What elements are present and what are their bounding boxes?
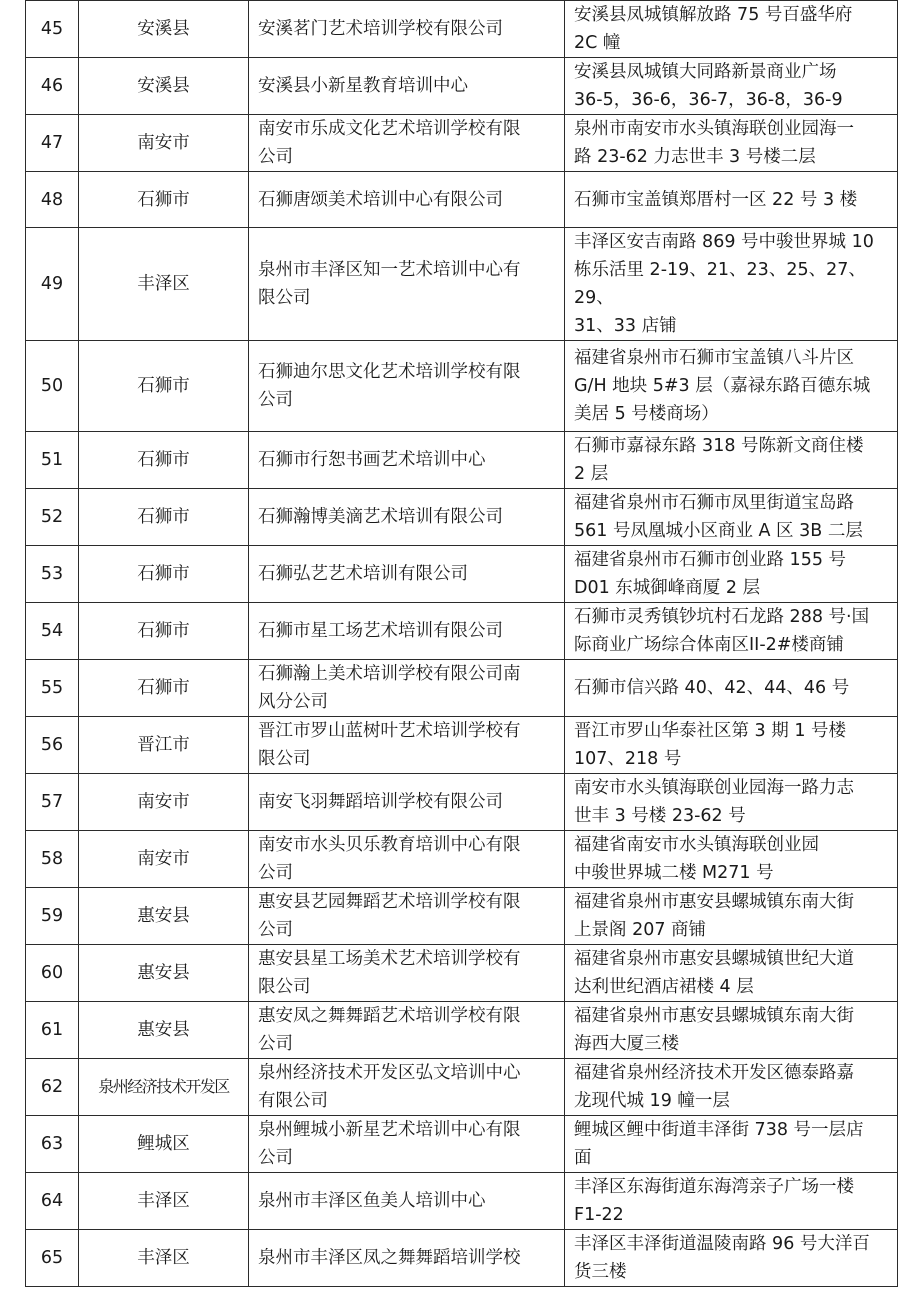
district-cell: 石狮市 [79,603,249,660]
address-line: 面 [574,1148,592,1168]
address-line: 31、33 店铺 [574,316,677,336]
address-line: 中骏世界城二楼 M271 号 [574,863,774,883]
institution-name-cell [249,660,565,717]
address-cell [565,717,898,774]
address-line: 2C 幢 [574,33,621,53]
row-number: 50 [26,341,79,432]
address-line: 泉州市南安市水头镇海联创业园海一 [574,119,854,139]
institution-name-line: 南安飞羽舞蹈培训学校有限公司 [258,792,503,812]
institution-name-cell [249,58,565,115]
row-number: 54 [26,603,79,660]
address-cell [565,603,898,660]
institution-name-line: 安溪茗门艺术培训学校有限公司 [258,19,503,39]
address-cell [565,489,898,546]
institution-name-line: 限公司 [258,288,311,308]
address-line: 福建省泉州市惠安县螺城镇世纪大道 [574,949,854,969]
address-cell [565,228,898,341]
institution-name-line: 石狮市星工场艺术培训有限公司 [258,621,503,641]
institution-name-cell [249,1230,565,1287]
table-row [26,341,898,432]
address-line: 丰泽区安吉南路 869 号中骏世界城 10 [574,232,874,252]
row-number: 55 [26,660,79,717]
table-row [26,228,898,341]
institution-name-line: 晋江市罗山蓝树叶艺术培训学校有 [258,721,521,741]
institution-name-cell [249,172,565,228]
institution-name-cell [249,115,565,172]
district-cell: 石狮市 [79,489,249,546]
table-row [26,660,898,717]
district-cell: 安溪县 [79,1,249,58]
institution-name-cell [249,1059,565,1116]
row-number: 59 [26,888,79,945]
institution-name-line: 泉州市丰泽区知一艺术培训中心有 [258,260,521,280]
institution-name-line: 安溪县小新星教育培训中心 [258,76,468,96]
district-cell: 石狮市 [79,172,249,228]
address-cell [565,341,898,432]
row-number: 46 [26,58,79,115]
institution-name-cell [249,831,565,888]
institution-name-line: 泉州鲤城小新星艺术培训中心有限 [258,1120,521,1140]
address-line: 路 23-62 力志世丰 3 号楼二层 [574,147,816,167]
address-line: 福建省泉州市惠安县螺城镇东南大街 [574,892,854,912]
institution-name-line: 公司 [258,863,293,883]
address-line: 美居 5 号楼商场） [574,404,719,424]
district-cell: 惠安县 [79,888,249,945]
address-line: 福建省泉州市石狮市凤里街道宝岛路 [574,493,854,513]
district-cell: 南安市 [79,115,249,172]
address-line: 丰泽区丰泽街道温陵南路 96 号大洋百 [574,1234,870,1254]
institution-name-line: 南安市水头贝乐教育培训中心有限 [258,835,521,855]
address-cell [565,1116,898,1173]
address-line: 石狮市宝盖镇郑厝村一区 22 号 3 楼 [574,189,858,210]
institution-name-cell [249,228,565,341]
row-number: 49 [26,228,79,341]
table-row [26,1,898,58]
row-number: 51 [26,432,79,489]
table-row [26,1173,898,1230]
address-line: 龙现代城 19 幢一层 [574,1091,730,1111]
institution-name-cell [249,603,565,660]
address-cell [565,58,898,115]
institution-name-cell [249,341,565,432]
district-cell: 石狮市 [79,432,249,489]
district-cell: 泉州经济技术开发区 [79,1059,249,1116]
district-cell: 石狮市 [79,341,249,432]
institution-name-cell [249,888,565,945]
address-cell [565,432,898,489]
institution-name-line: 南安市乐成文化艺术培训学校有限 [258,119,521,139]
address-cell [565,172,898,228]
address-line: 36-5，36-6，36-7，36-8，36-9 [574,90,843,110]
table-row [26,432,898,489]
district-cell: 石狮市 [79,546,249,603]
row-number: 65 [26,1230,79,1287]
institution-name-cell [249,774,565,831]
table-row [26,945,898,1002]
institution-name-line: 惠安凤之舞舞蹈艺术培训学校有限 [258,1006,521,1026]
institution-name-line: 石狮弘艺艺术培训有限公司 [258,564,468,584]
institution-name-cell [249,717,565,774]
table-row [26,1002,898,1059]
address-line: 丰泽区东海街道东海湾亲子广场一楼 [574,1177,854,1197]
district-cell: 南安市 [79,774,249,831]
institution-name-line: 石狮瀚博美滴艺术培训有限公司 [258,507,503,527]
table-row [26,717,898,774]
address-line: 石狮市灵秀镇钞坑村石龙路 288 号·国 [574,607,870,627]
address-line: 世丰 3 号楼 23-62 号 [574,806,746,826]
table-row [26,489,898,546]
address-cell [565,1002,898,1059]
institution-name-line: 石狮迪尔思文化艺术培训学校有限 [258,362,521,382]
institution-name-line: 公司 [258,390,293,410]
row-number: 64 [26,1173,79,1230]
address-line: 栋乐活里 2-19、21、23、25、27、29、 [574,260,866,308]
institution-name-line: 石狮瀚上美术培训学校有限公司南 [258,664,521,684]
institution-name-line: 泉州市丰泽区凤之舞舞蹈培训学校 [258,1248,521,1268]
institution-name-line: 公司 [258,1034,293,1054]
table-row [26,546,898,603]
district-cell: 惠安县 [79,1002,249,1059]
district-cell: 南安市 [79,831,249,888]
table-row [26,774,898,831]
address-line: 安溪县凤城镇大同路新景商业广场 [574,62,837,82]
institution-name-line: 有限公司 [258,1091,328,1111]
table-row [26,831,898,888]
institution-table [25,0,898,1287]
district-cell: 惠安县 [79,945,249,1002]
address-line: 福建省泉州经济技术开发区德泰路嘉 [574,1063,854,1083]
address-line: 福建省泉州市石狮市宝盖镇八斗片区 [574,348,854,368]
address-line: 海西大厦三楼 [574,1034,679,1054]
address-cell [565,1230,898,1287]
address-line: 晋江市罗山华泰社区第 3 期 1 号楼 [574,721,847,741]
address-line: 货三楼 [574,1262,627,1282]
institution-name-line: 限公司 [258,749,311,769]
address-line: 福建省南安市水头镇海联创业园 [574,835,819,855]
address-cell [565,660,898,717]
institution-name-cell [249,1116,565,1173]
institution-name-cell [249,489,565,546]
address-cell [565,115,898,172]
institution-name-line: 泉州市丰泽区鱼美人培训中心 [258,1191,486,1211]
district-cell: 丰泽区 [79,228,249,341]
district-cell: 丰泽区 [79,1173,249,1230]
address-line: F1-22 [574,1205,624,1225]
row-number: 62 [26,1059,79,1116]
address-cell [565,945,898,1002]
address-cell [565,831,898,888]
institution-name-line: 公司 [258,920,293,940]
address-line: 安溪县凤城镇解放路 75 号百盛华府 [574,5,853,25]
address-cell [565,1173,898,1230]
row-number: 58 [26,831,79,888]
address-line: 石狮市嘉禄东路 318 号陈新文商住楼 [574,436,864,456]
institution-name-line: 惠安县星工场美术艺术培训学校有 [258,949,521,969]
district-cell: 丰泽区 [79,1230,249,1287]
address-line: 际商业广场综合体南区II-2#楼商铺 [574,635,844,655]
address-line: 福建省泉州市惠安县螺城镇东南大街 [574,1006,854,1026]
row-number: 52 [26,489,79,546]
address-line: 福建省泉州市石狮市创业路 155 号 [574,550,847,570]
table-body [26,1,898,1287]
row-number: 60 [26,945,79,1002]
institution-name-cell [249,1,565,58]
institution-name-line: 风分公司 [258,692,328,712]
institution-name-line: 泉州经济技术开发区弘文培训中心 [258,1063,521,1083]
row-number: 53 [26,546,79,603]
row-number: 57 [26,774,79,831]
address-cell [565,546,898,603]
table-row [26,888,898,945]
institution-name-line: 限公司 [258,977,311,997]
district-cell: 鲤城区 [79,1116,249,1173]
address-line: D01 东城御峰商厦 2 层 [574,578,761,598]
row-number: 63 [26,1116,79,1173]
address-line: 107、218 号 [574,749,682,769]
row-number: 48 [26,172,79,228]
address-cell [565,1059,898,1116]
row-number: 45 [26,1,79,58]
institution-name-cell [249,945,565,1002]
institution-name-cell [249,432,565,489]
district-cell: 安溪县 [79,58,249,115]
address-line: 鲤城区鲤中街道丰泽街 738 号一层店 [574,1120,864,1140]
address-line: 南安市水头镇海联创业园海一路力志 [574,778,854,798]
table-row [26,1230,898,1287]
address-line: 2 层 [574,464,609,484]
institution-name-line: 公司 [258,1148,293,1168]
row-number: 61 [26,1002,79,1059]
institution-name-line: 石狮唐颂美术培训中心有限公司 [258,189,503,210]
table-row [26,1059,898,1116]
institution-name-line: 公司 [258,147,293,167]
table-row [26,115,898,172]
institution-name-cell [249,1173,565,1230]
address-line: 达利世纪酒店裙楼 4 层 [574,977,754,997]
address-line: 石狮市信兴路 40、42、44、46 号 [574,678,850,698]
address-cell [565,774,898,831]
address-cell [565,1,898,58]
institution-name-line: 惠安县艺园舞蹈艺术培训学校有限 [258,892,521,912]
address-cell [565,888,898,945]
row-number: 56 [26,717,79,774]
table-row [26,603,898,660]
address-line: 上景阁 207 商铺 [574,920,707,940]
table-row [26,172,898,228]
table-row [26,1116,898,1173]
institution-name-line: 石狮市行恕书画艺术培训中心 [258,450,486,470]
district-cell: 石狮市 [79,660,249,717]
institution-name-cell [249,1002,565,1059]
row-number: 47 [26,115,79,172]
institution-name-cell [249,546,565,603]
address-line: 561 号凤凰城小区商业 A 区 3B 二层 [574,521,863,541]
district-cell: 晋江市 [79,717,249,774]
address-line: G/H 地块 5#3 层（嘉禄东路百德东城 [574,376,871,396]
table-row [26,58,898,115]
